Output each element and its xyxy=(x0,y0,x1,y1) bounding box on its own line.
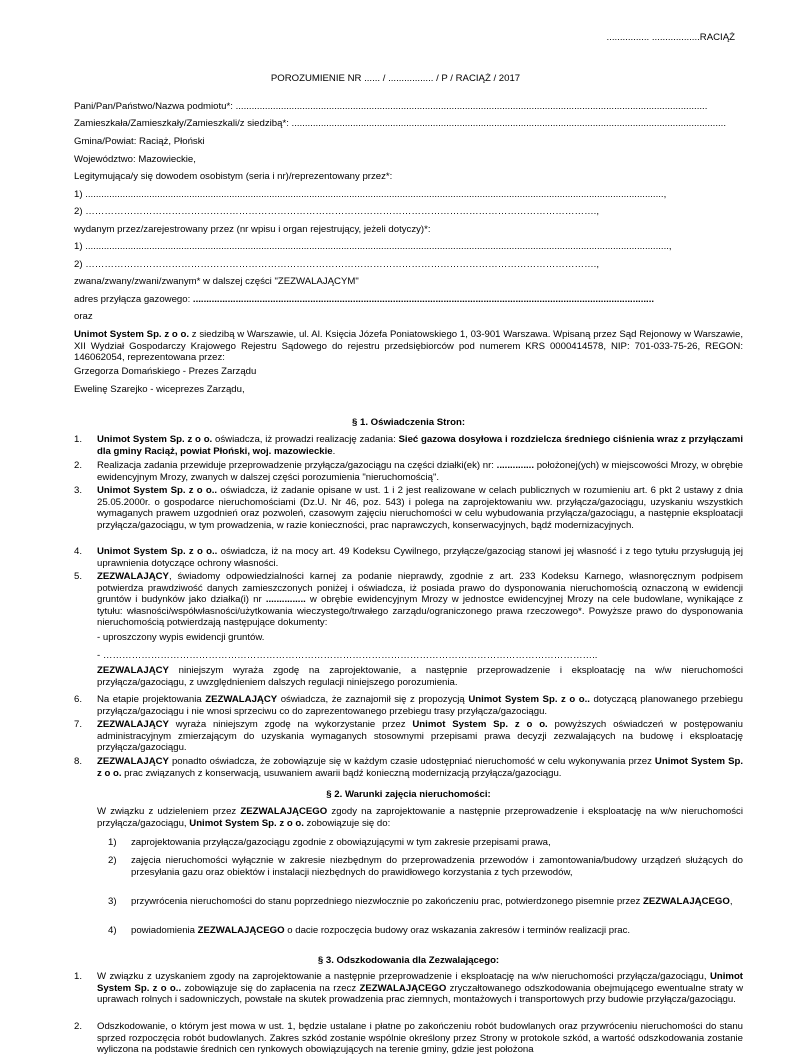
gas-address-label: adres przyłącza gazowego: xyxy=(74,294,193,305)
s1-i5-permitter-2: ZEZWALAJĄCY xyxy=(97,665,169,676)
commune-field: Gmina/Powiat: Raciąż, Płoński xyxy=(74,136,205,147)
s2-p4-c: o dacie rozpoczęcia budowy oraz wskazania zakresów i terminów realizacji prac. xyxy=(284,925,631,936)
s2-point-4-text xyxy=(131,925,743,937)
gas-address-field xyxy=(74,294,743,306)
s1-i5-doc-1: - uproszczony wypis ewidencji gruntów. xyxy=(97,632,265,643)
s2-p3-permitter: ZEZWALAJĄCEGO xyxy=(642,896,730,907)
s2-p3-a: przywrócenia nieruchomości do stanu poprzedniego niezwłocznie po zakończeniu prac, potwierdzonego pisemnie przez xyxy=(131,896,643,907)
s1-i2-c: położonej(ych) w miejscowości Mrozy, w obrębie ewidencyjnym Mrozy, zwanych w dalszej części porozumienia "nieruchomością". xyxy=(97,460,743,483)
s1-item-1-num: 1. xyxy=(74,434,83,445)
s1-item-8-num: 8. xyxy=(74,756,83,767)
s1-i6-e: dotyczącą planowanego przebiegu przyłącza/gazociągu i nie wnosi sprzeciwu co do zaprezentowanego przebiegu trasy przyłącza/gazociągu. xyxy=(97,694,743,717)
s2-point-1-text: zaprojektowania przyłącza/gazociągu zgodnie z obowiązującymi w tym zakresie przepisami prawa, xyxy=(131,837,551,848)
name-field: Pani/Pan/Państwo/Nazwa podmiotu*: ................................................................................................................................................................................. xyxy=(74,101,708,112)
s1-item-5-num: 5. xyxy=(74,571,83,582)
s2-intro-e: zobowiązuje się do: xyxy=(303,817,391,829)
s3-i1-c: zobowiązuje się do zapłacenia na rzecz xyxy=(181,982,360,994)
s1-i5-permitter: ZEZWALAJĄCY xyxy=(97,571,169,582)
s1-item-3-text xyxy=(97,485,743,531)
s1-item-4-text xyxy=(97,546,743,569)
registry-2: 2) ……………………………………………………………………………………………………………………………………………., xyxy=(74,259,599,270)
s2-point-1-num: 1) xyxy=(108,837,117,848)
registry-field: wydanym przez/zarejestrowany przez (nr wpisu i organ rejestrujący, jeżeli dotyczy)*: xyxy=(74,224,431,235)
s1-i6-company: Unimot System Sp. z o o.. xyxy=(468,694,590,705)
s1-i3-b: oświadcza, iż zadanie opisane w ust. 1 i 2 jest realizowane w celach publicznych w rozumieniu art. 6 pkt 2 ustawy z dnia 25.05.2000r. o gospodarce nieruchomościami (Dz.U. Nr 46, poz. 543) i polega na zaprojektowaniu ww. przyłącza/gazociągu, uzyskaniu wszystkich wymaganych prawem uzgodnień oraz pozwoleń, czasowym zajęciu nieruchomości w celu wybudowania przyłącza/gazociągu, a następnie eksploatacji przyłącza/gazociągu, w tym prowadzenia, w razie konieczności, prac naprawczych, konserwacyjnych, bądź modernizacyjnych. xyxy=(97,485,743,531)
s1-item-1-text xyxy=(97,434,743,457)
s3-item-2-num: 2. xyxy=(74,1021,83,1032)
s1-i8-b: ponadto oświadcza, że zobowiązuje się w każdym czasie udostępniać nieruchomość w celu wykonywania przez xyxy=(168,756,655,767)
s1-i5-consent xyxy=(97,665,743,688)
and-label: oraz xyxy=(74,311,93,322)
id-document-field: Legitymująca/y się dowodem osobistym (seria i nr)/reprezentowany przez*: xyxy=(74,171,393,182)
section-1-title: § 1. Oświadczenia Stron: xyxy=(351,417,466,428)
s2-point-2-text: zajęcia nieruchomości wyłącznie w zakresie niezbędnym do przeprowadzenia przewodów i zamontowania/budowy urządzeń służących do przesyłania gazu oraz obiektów i instalacji niezbędnych do prawidłowego korzystania z tych przewodów, xyxy=(131,855,743,878)
company-desc: z siedzibą w Warszawie, ul. Al. Księcia Józefa Poniatowskiego 1, 03-901 Warszawa. Wpisaną przez Sąd Rejonowy w Warszawie, XII Wydział Gospodarczy Krajowego Rejestru Sądowego do rejestru przedsiębiorców pod numerem KRS 0000414578, NIP: 701-033-75-26, REGON: 146062054, reprezentowana przez: xyxy=(74,329,744,364)
s1-i5-dots: ............... xyxy=(265,594,306,606)
s1-i6-c: oświadcza, że zaznajomił się z propozycją xyxy=(277,694,469,705)
s1-item-8-text xyxy=(97,756,743,779)
company-rep-1: Grzegorza Domańskiego - Prezes Zarządu xyxy=(74,366,257,377)
document-title: POROZUMIENIE NR ...... / ................. / P / RACIĄŻ / 2017 xyxy=(270,73,521,84)
s1-item-4-num: 4. xyxy=(74,546,83,557)
s1-item-6-num: 6. xyxy=(74,694,83,705)
s2-p4-a: powiadomienia xyxy=(131,925,198,936)
s2-intro xyxy=(97,806,743,829)
s1-item-6-text xyxy=(97,694,743,717)
s3-i1-e: zryczałtowanego odszkodowania obejmującego ewentualne straty w uprawach rolnych i sadowniczych, powstałe na skutek prowadzenia prac ziemnych, montażowych i transportowych przy budowie przyłącza/gazociągu. xyxy=(97,982,743,1006)
s2-p3-c: , xyxy=(729,896,733,907)
s1-i1-task: Sieć gazowa dosyłowa i rozdzielcza średniego ciśnienia wraz z przyłączami dla gminy Raciąż, powiat Płoński, woj. mazowieckie xyxy=(97,434,743,457)
s1-i5-d: w obrębie ewidencyjnym Mrozy w jednostce ewidencyjnej Mrozy na cele budowlane, wynikające z tytułu: własności/współwłasności/użytkowania wieczystego/trwałego zarządu/ograniczonego prawa rzeczowego*. Powyższe prawo do dysponowania nieruchomością potwierdzają następujące dokumenty: xyxy=(97,594,743,629)
s1-i7-permitter: ZEZWALAJĄCY xyxy=(97,719,169,730)
s1-i2-a: Realizacja zadania przewiduje przeprowadzenie przyłącza/gazociągu na części działki(ek) nr: xyxy=(97,460,497,471)
s1-i8-company: Unimot System Sp. z o o. xyxy=(97,756,743,779)
registry-1: 1) ..........................................................................................................................................................................................................................., xyxy=(74,241,672,252)
s1-item-7-num: 7. xyxy=(74,719,83,730)
s1-i8-permitter: ZEZWALAJĄCY xyxy=(97,756,169,767)
s2-intro-c: zgody na zaprojektowanie a następnie przeprowadzenie i eksploatację na w/w nieruchomości przyłącza/gazociągu, xyxy=(97,806,743,829)
s1-i4-b: oświadcza, iż na mocy art. 49 Kodeksu Cywilnego, przyłącze/gazociąg stanowi jej własność i z tego tytułu przysługują jej uprawnienia dotyczące ochrony własności. xyxy=(97,546,744,569)
s2-point-3-text xyxy=(131,896,743,908)
s1-item-7-text xyxy=(97,719,743,754)
s1-i6-a: Na etapie projektowania xyxy=(97,694,206,705)
s1-i5-f: niniejszym wyraża zgodę na zaprojektowanie, a następnie przeprowadzenie i eksploatację na w/w nieruchomości przyłącza/gazociągu, z uwzględnieniem dalszych regulacji niniejszego porozumienia. xyxy=(97,665,743,688)
s1-i8-d: prac związanych z konserwacją, usuwaniem awarii bądź konieczną modernizacją przyłącza/gazociągu. xyxy=(121,767,562,779)
s1-i7-d: powyższych oświadczeń w postępowaniu administracyjnym zmierzającym do uzyskania wymaganych stosownymi przepisami prawa decyzji zezwalających na budowę i eksploatację przyłącza/gazociągu. xyxy=(97,719,743,754)
s1-item-2-text xyxy=(97,460,743,483)
date-place: ................ ..................RACIĄŻ xyxy=(606,32,735,43)
s2-intro-a: W związku z udzieleniem przez xyxy=(97,806,241,817)
s1-item-5-text xyxy=(97,571,743,629)
voivodeship-field: Województwo: Mazowieckie, xyxy=(74,154,196,165)
s1-i1-d: . xyxy=(332,445,336,457)
s1-i7-b: wyraża niniejszym zgodę na wykorzystanie przez xyxy=(168,719,413,730)
s1-item-3-num: 3. xyxy=(74,485,83,496)
s1-item-2-num: 2. xyxy=(74,460,83,471)
s3-item-1-num: 1. xyxy=(74,971,83,982)
s1-i1-b: oświadcza, iż prowadzi realizację zadania: xyxy=(212,434,399,445)
representative-2: 2) ……………………………………………………………………………………………………………………………………………., xyxy=(74,206,599,217)
s2-point-4-num: 4) xyxy=(108,925,117,936)
s1-i4-company: Unimot System Sp. z o o.. xyxy=(97,546,218,557)
s1-i1-company: Unimot System Sp. z o o. xyxy=(97,434,213,445)
s2-p4-permitter: ZEZWALAJĄCEGO xyxy=(197,925,285,936)
s2-intro-company: Unimot System Sp. z o o. xyxy=(189,817,304,829)
address-field: Zamieszkała/Zamieszkały/Zamieszkali/z siedzibą*: ................................................................................................................................................................... xyxy=(74,118,726,129)
s1-i3-company: Unimot System Sp. z o o.. xyxy=(97,485,218,496)
s1-i5-b: , świadomy odpowiedzialności karnej za podanie nieprawdy, zgodnie z art. 233 Kodeksu Karnego, własnoręcznym podpisem potwierdza prawdziwość danych zamieszczonych poniżej i oświadcza, iż posiada prawo do dysponowania nieruchomością oznaczoną w ewidencji gruntów i budynków jako działka(i) nr xyxy=(97,571,743,606)
s2-point-3-num: 3) xyxy=(108,896,117,907)
s1-i7-company: Unimot System Sp. z o o. xyxy=(412,719,548,730)
company-rep-2: Ewelinę Szarejko - wiceprezes Zarządu, xyxy=(74,384,245,395)
s1-i2-dots: .............. xyxy=(496,460,534,471)
s3-i1-permitter: ZEZWALAJĄCEGO xyxy=(359,982,447,994)
s1-i6-permitter: ZEZWALAJĄCY xyxy=(205,694,278,705)
company-paragraph xyxy=(74,329,743,364)
s2-point-2-num: 2) xyxy=(108,855,117,866)
section-2-title: § 2. Warunki zajęcia nieruchomości: xyxy=(326,789,491,800)
gas-address-dots: ............................................................................................................................................................................. xyxy=(192,294,655,305)
called-field: zwana/zwany/zwani/zwanym* w dalszej części "ZEZWALAJĄCYM" xyxy=(74,276,359,287)
s3-i1-a: W związku z uzyskaniem zgody na zaprojektowanie a następnie przeprowadzenie i eksploatację na w/w nieruchomości przyłącza/gazociągu, xyxy=(97,971,710,982)
s3-item-2-text: Odszkodowanie, o którym jest mowa w ust. 1, będzie ustalane i płatne po zakończeniu robót budowlanych oraz przywróceniu nieruchomości do stanu sprzed rozpoczęcia robót budowlanych. Zakres szkód zostanie wspólnie określony przez Strony w protokole szkód, a wartość odszkodowania zostanie wyliczona na podstawie średnich cen rynkowych obowiązujących na terenie gminy, gdzie jest położona xyxy=(97,1021,743,1056)
company-name: Unimot System Sp. z o o. xyxy=(74,329,190,340)
s2-intro-permitter: ZEZWALAJĄCEGO xyxy=(240,806,328,817)
s3-item-1-text xyxy=(97,971,743,1006)
representative-1: 1) ........................................................................................................................................................................................................................., xyxy=(74,189,667,200)
s1-i5-doc-2: - ……………………………………………………………………………………………………………………………………….. xyxy=(97,650,598,661)
s3-i1-company: Unimot System Sp. z o o.. xyxy=(97,971,743,994)
section-3-title: § 3. Odszkodowania dla Zezwalającego: xyxy=(317,955,500,966)
